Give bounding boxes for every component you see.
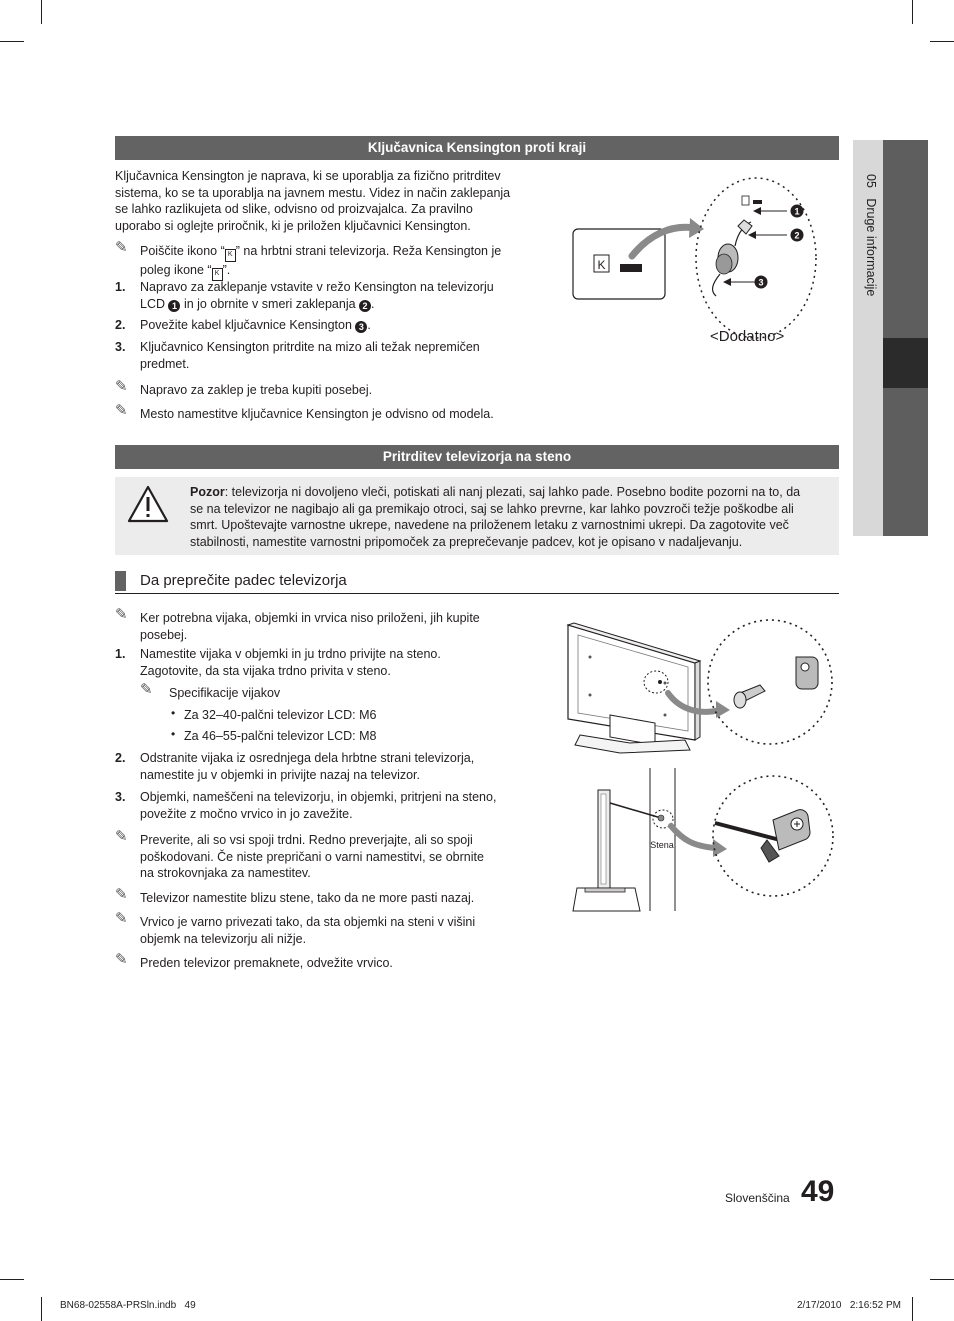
- section-title-kensington: Ključavnica Kensington proti kraji: [115, 136, 839, 160]
- kensington-step-3: Ključavnico Kensington pritrdite na mizo ali težak nepremičen predmet.: [140, 340, 480, 371]
- crop-mark: [912, 1297, 913, 1321]
- wall-step-1: Namestite vijaka v objemki in ju trdno privijte na steno. Zagotovite, da sta vijaka trdno privita v steno.: [140, 647, 441, 678]
- subheading-marker: [115, 571, 126, 591]
- wall-label: Stena: [650, 840, 674, 850]
- bullet: •: [171, 706, 176, 720]
- svg-text:1: 1: [794, 206, 800, 217]
- subheading: Da preprečite padec televizorja: [140, 572, 347, 589]
- note-check-joints: Preverite, ali so vsi spoji trdni. Redno preverjajte, ali so spoji poškodovani. Če niste prepričani o varni namestitvi, se obrnite na strokovnjaka za namestitev.: [140, 833, 484, 880]
- wall-step-2: Odstranite vijaka iz osrednjega dela hrbtne strani televizorja, namestite ju v objemki in privijte nazaj na televizor.: [140, 751, 475, 782]
- crop-mark: [930, 1279, 954, 1280]
- note-pencil-icon: ✎: [115, 239, 128, 256]
- screw-spec-title: Specifikacije vijakov: [169, 686, 281, 700]
- kensington-note-icon: Poiščite ikono “ K ” na hrbtni strani televizorja. Reža Kensington je poleg ikone “ K ”.: [140, 243, 540, 281]
- note-pencil-icon: ✎: [115, 910, 128, 927]
- note-untie-before-move: Preden televizor premaknete, odvežite vrvico.: [140, 956, 393, 970]
- note-pencil-icon: ✎: [115, 402, 128, 419]
- step-number: 2.: [115, 318, 126, 332]
- crop-mark: [930, 41, 954, 42]
- crop-mark: [41, 1297, 42, 1321]
- crop-mark: [0, 41, 24, 42]
- marker-1-icon: 1: [168, 300, 180, 312]
- note-pencil-icon: ✎: [115, 378, 128, 395]
- kensington-diagram: [570, 176, 840, 356]
- wall-step-3: Objemki, nameščeni na televizorju, in objemki, pritrjeni na steno, povežite z močno vrvico in jo zavežite.: [140, 790, 497, 821]
- note-pencil-icon: ✎: [115, 606, 128, 623]
- step-number: 1.: [115, 280, 126, 294]
- kensington-note-location: Mesto namestitve ključavnice Kensington je odvisno od modela.: [140, 407, 494, 421]
- step-number: 2.: [115, 751, 126, 765]
- side-tab-marker: [883, 338, 928, 388]
- kensington-step-2: Povežite kabel ključavnice Kensington 3 .: [140, 318, 371, 332]
- crop-mark: [41, 0, 42, 24]
- marker-3-icon: 3: [355, 321, 367, 333]
- step-number: 3.: [115, 790, 126, 804]
- svg-text:3: 3: [758, 277, 764, 288]
- kensington-note-purchase: Napravo za zaklep je treba kupiti posebej.: [140, 383, 373, 397]
- warning-triangle-icon: [127, 484, 169, 524]
- side-tab-label: 05 Druge informacije: [864, 174, 878, 297]
- screw-spec-item: Za 46–55-palčni televizor LCD: M8: [184, 729, 377, 743]
- svg-text:K: K: [597, 258, 606, 272]
- kensington-step-1: Napravo za zaklepanje vstavite v režo Kensington na televizorju LCD 1 in jo obrnite v smeri zaklepanja 2 .: [140, 280, 494, 311]
- note-pencil-icon: ✎: [140, 681, 153, 698]
- warning-text: Pozor: televizorja ni dovoljeno vleči, potiskati ali nanj plezati, saj lahko pade. Posebno bodite pozorni na to, da se na televizor ne nagibajo ali ga premikajo otroci, saj se lahko prevrne, kar lahko povzroči težje poškodbe ali smrt. Upoštevajte varnostne ukrepe, navedene na priloženem letaku z varnostnimi ukrepi. Da zagotovite več stabilnosti, namestite varnostni pripomoček za preprečevanje padcev, kot je opisano v nadaljevanju.: [190, 485, 801, 549]
- step-number: 3.: [115, 340, 126, 354]
- bullet: •: [171, 727, 176, 741]
- note-pencil-icon: ✎: [115, 886, 128, 903]
- note-rope-height: Vrvico je varno privezati tako, da sta objemki na steni v višini objemk na televizorju ali nižje.: [140, 915, 476, 946]
- tv-back-diagram: [560, 615, 840, 765]
- footer-file: BN68-02558A-PRSln.indb 49: [60, 1300, 196, 1311]
- svg-text:2: 2: [794, 230, 800, 241]
- kensington-intro: Ključavnica Kensington je naprava, ki se uporablja za fizično pritrditev sistema, ko se ta uporablja na javnem mestu. Videz in način zaklepanja se lahko razlikujeta od slike, odvisno od proizvajalca. Za pravilno uporabo si oglejte priročnik, ki je priložen ključavnici Kensington.: [115, 169, 511, 233]
- tv-wall-side-diagram: [565, 768, 840, 913]
- note-purchase-parts: Ker potrebna vijaka, objemki in vrvica niso priloženi, jih kupite posebej.: [140, 611, 480, 642]
- crop-mark: [912, 0, 913, 24]
- crop-mark: [0, 1279, 24, 1280]
- note-pencil-icon: ✎: [115, 951, 128, 968]
- kensington-lock-icon: K: [212, 268, 223, 281]
- footer-language: Slovenščina: [725, 1191, 790, 1205]
- footer-datetime: 2/17/2010 2:16:52 PM: [797, 1300, 901, 1311]
- section-title-wall-mount: Pritrditev televizorja na steno: [115, 445, 839, 469]
- screw-spec-item: Za 32–40-palčni televizor LCD: M6: [184, 708, 377, 722]
- step-number: 1.: [115, 647, 126, 661]
- diagram-caption: <Dodatno>: [710, 328, 785, 345]
- note-place-near-wall: Televizor namestite blizu stene, tako da ne more pasti nazaj.: [140, 891, 475, 905]
- marker-2-icon: 2: [359, 300, 371, 312]
- subheading-rule: [115, 593, 839, 594]
- note-pencil-icon: ✎: [115, 828, 128, 845]
- kensington-lock-icon: K: [225, 249, 236, 262]
- page-number: 49: [801, 1175, 835, 1208]
